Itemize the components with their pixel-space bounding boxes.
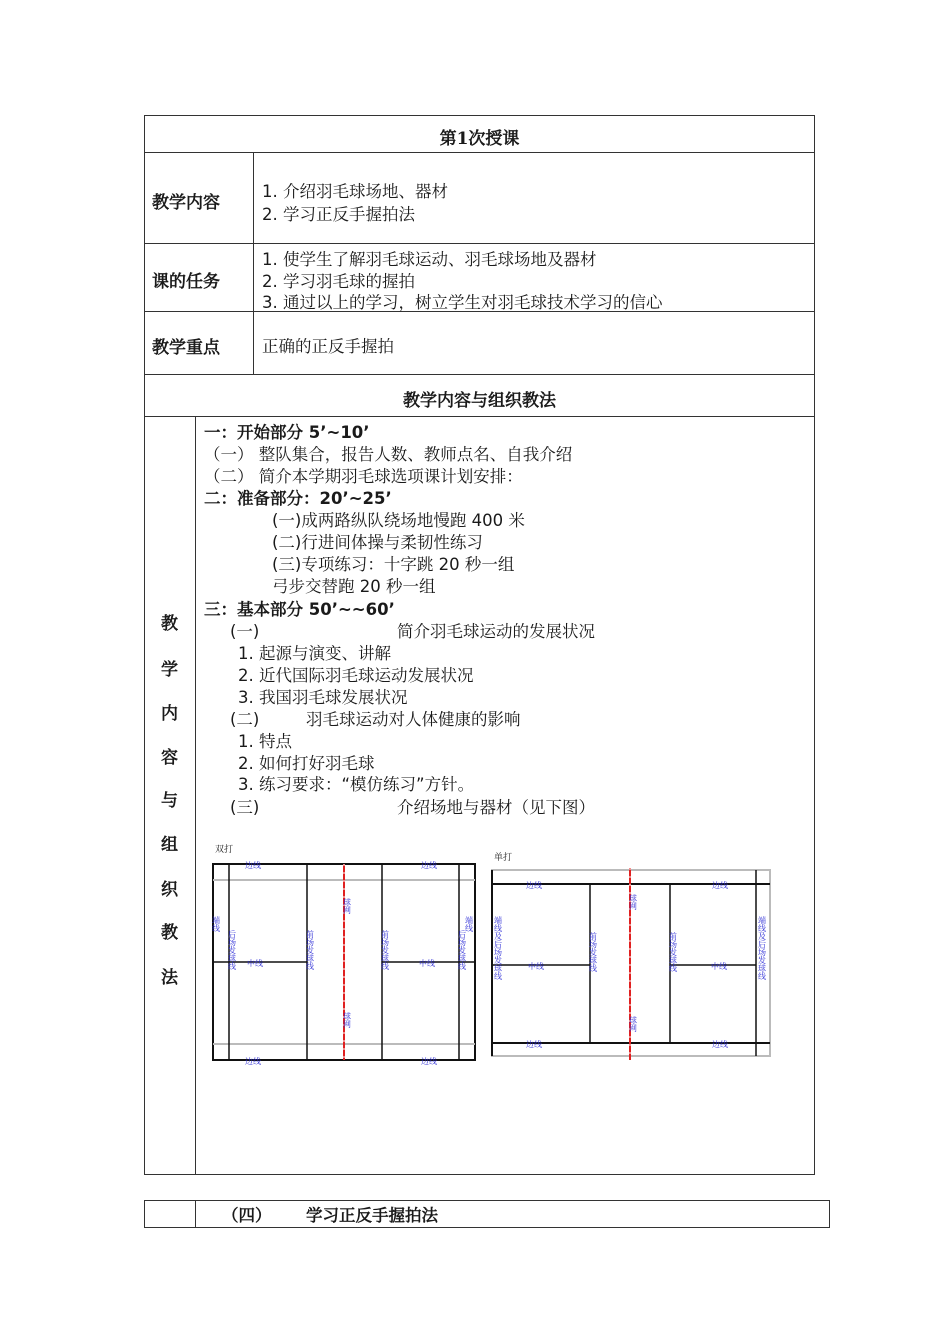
part3-sub1-item: 2. 近代国际羽毛球运动发展状况 [238,666,474,685]
part3-sub1-title: 简介羽毛球运动的发展状况 [397,622,595,641]
section-header: 教学内容与组织教法 [403,391,556,411]
footer-row-left [144,1200,145,1228]
singles-short-service-label: 前场发球线 [588,932,598,972]
footer-row-bottom [144,1227,830,1228]
focus-label: 教学重点 [152,338,220,358]
table-left-border [144,115,145,1175]
part3-sub1-item: 1. 起源与演变、讲解 [238,644,391,663]
part2-item: (三)专项练习：十字跳 20 秒一组 [272,555,515,574]
singles-short-service-label: 前场发球线 [668,932,678,972]
doubles-short-service-label: 前场发球线 [305,930,315,970]
doubles-sideline-label: 边线 [421,861,437,870]
label-column-divider [195,416,196,1175]
singles-net-label: 球网 [628,894,638,910]
singles-net-label: 球网 [628,1016,638,1032]
side-label-char: 教 [161,923,178,943]
task-item: 1. 使学生了解羽毛球运动、羽毛球场地及器材 [262,250,597,269]
content-item: 1. 介绍羽毛球场地、器材 [262,182,448,201]
part2-title: 二：准备部分：20’~25’ [204,489,392,508]
singles-center-label: 中线 [528,962,544,971]
doubles-short-service-label: 前场发球线 [380,930,390,970]
side-label-char: 教 [161,614,178,634]
doubles-net-label: 球网 [342,1012,352,1028]
singles-sideline-label: 边线 [712,1040,728,1049]
side-label-char: 容 [161,748,178,768]
singles-sideline-label: 边线 [526,881,542,890]
part3-sub1-num: (一) [230,622,260,641]
singles-caption: 单打 [494,853,513,863]
part2-item: (一)成两路纵队绕场地慢跑 400 米 [272,511,525,530]
part3-sub2-item: 2. 如何打好羽毛球 [238,754,375,773]
singles-end-line-label: 端线及后场发球线 [757,916,767,980]
tasks-label: 课的任务 [152,272,220,292]
content-label: 教学内容 [152,193,220,213]
part1-item: （一） 整队集合，报告人数、教师点名、自我介绍 [204,445,573,464]
part3-sub2-item: 3. 练习要求：“模仿练习”方针。 [238,775,475,794]
doubles-sideline-label: 边线 [245,861,261,870]
part3-sub1-item: 3. 我国羽毛球发展状况 [238,688,408,707]
lesson-title: 第1次授课 [439,129,520,149]
part1-title: 一：开始部分 5’~10’ [204,423,370,442]
singles-sideline-label: 边线 [526,1040,542,1049]
side-label-char: 法 [161,968,178,988]
table-top-border [144,115,815,116]
part2-item: (二)行进间体操与柔韧性练习 [272,533,483,552]
part3-sub2-num: (二) [230,710,260,729]
doubles-end-line-label: 端线 [211,916,221,932]
singles-end-line-label: 端线及后场发球线 [493,916,503,980]
doubles-sideline-label: 边线 [245,1057,261,1066]
table-row-border [144,152,815,153]
table-row-border [144,374,815,375]
doubles-long-service-label: 后场发球线 [227,930,237,970]
footer-row-divider [195,1200,196,1228]
doubles-center-label: 中线 [419,959,435,968]
singles-sideline-label: 边线 [712,881,728,890]
part1-item: （二） 简介本学期羽毛球选项课计划安排： [204,467,523,486]
part3-sub2-title: 羽毛球运动对人体健康的影响 [306,710,521,729]
footer-row-num: （四） [222,1206,272,1225]
table-right-border [814,115,815,1175]
part3-title: 三：基本部分 50’~~60’ [204,600,395,619]
label-column-divider [253,152,254,374]
task-item: 3. 通过以上的学习，树立学生对羽毛球技术学习的信心 [262,293,663,312]
content-item: 2. 学习正反手握拍法 [262,205,415,224]
side-label-char: 组 [161,835,178,855]
doubles-sideline-label: 边线 [421,1057,437,1066]
side-label-char: 内 [161,704,178,724]
footer-row-title: 学习正反手握拍法 [306,1206,438,1225]
task-item: 2. 学习羽毛球的握拍 [262,272,415,291]
part2-item: 弓步交替跑 20 秒一组 [272,577,436,596]
side-label-char: 学 [161,660,178,680]
side-label-char: 织 [161,880,178,900]
doubles-court-diagram [205,838,480,1070]
doubles-center-label: 中线 [247,959,263,968]
part3-sub2-item: 1. 特点 [238,732,292,751]
part3-sub3-num: (三) [230,798,260,817]
footer-row-right [829,1200,830,1228]
side-label-char: 与 [161,791,178,811]
table-bottom-border [144,1174,815,1175]
table-row-border [144,416,815,417]
footer-row-top [144,1200,830,1201]
focus-text: 正确的正反手握拍 [262,337,394,356]
doubles-caption: 双打 [215,845,234,855]
doubles-net-label: 球网 [342,898,352,914]
doubles-long-service-label: 后场发球线 [457,930,467,970]
part3-sub3-title: 介绍场地与器材（见下图） [397,798,595,817]
singles-center-label: 中线 [711,962,727,971]
singles-court-diagram [488,846,773,1062]
doubles-end-line-label: 端线 [464,916,474,932]
table-row-border [144,243,815,244]
